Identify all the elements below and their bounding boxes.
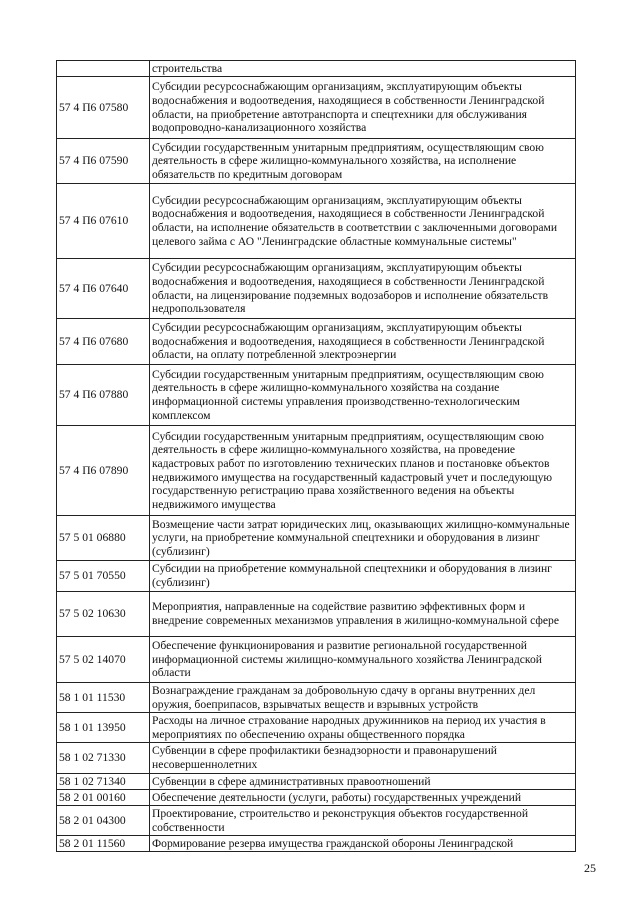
table-row — [57, 806, 576, 836]
table-row — [57, 61, 576, 77]
code-cell: 57 5 01 70550 — [57, 561, 150, 592]
description-cell: Субсидии ресурсоснабжающим организациям, эксплуатирующим объекты водоснабжения и водоотведения, находящиеся в собственности Ленинградской области, на приобретение автотранспорта и спецтехники для обслуживания водопроводно-канализационного хозяйства — [150, 77, 576, 139]
description-cell: Субсидии ресурсоснабжающим организациям, эксплуатирующим объекты водоснабжения и водоотведения, находящиеся в собственности Ленинградской области, на исполнение обязательств в соответствии с заключенными договорами целевого займа с АО "Ленинградские областные коммунальные системы" — [150, 184, 576, 259]
code-cell: 57 4 П6 07580 — [57, 77, 150, 139]
description-cell: Вознаграждение гражданам за добровольную сдачу в органы внутренних дел оружия, боеприпасов, взрывчатых веществ и взрывных устройств — [150, 683, 576, 713]
table-row — [57, 790, 576, 806]
code-cell: 58 1 01 13950 — [57, 713, 150, 743]
code-cell: 58 1 02 71340 — [57, 774, 150, 790]
table-row — [57, 561, 576, 592]
code-cell: 57 5 02 10630 — [57, 592, 150, 637]
budget-classification-table — [56, 60, 576, 852]
code-cell: 58 2 01 04300 — [57, 806, 150, 836]
description-cell: Субсидии ресурсоснабжающим организациям, эксплуатирующим объекты водоснабжения и водоотведения, находящиеся в собственности Ленинградской области, на оплату потребленной электроэнергии — [150, 319, 576, 365]
code-cell: 58 1 02 71330 — [57, 743, 150, 774]
description-cell: Обеспечение деятельности (услуги, работы) государственных учреждений — [150, 790, 576, 806]
description-cell: Субсидии государственным унитарным предприятиям, осуществляющим свою деятельность в сфере жилищно-коммунального хозяйства, на проведение кадастровых работ по изготовлению технических планов и постановке объектов недвижимого имущества на государственный кадастровый учет и последующую государственную регистрацию права хозяйственного ведения на объекты недвижимого имущества — [150, 426, 576, 516]
description-cell: Субсидии на приобретение коммунальной спецтехники и оборудования в лизинг (сублизинг) — [150, 561, 576, 592]
code-cell: 57 4 П6 07880 — [57, 365, 150, 426]
code-cell: 57 5 02 14070 — [57, 637, 150, 683]
description-cell: Субвенции в сфере профилактики безнадзорности и правонарушений несовершеннолетних — [150, 743, 576, 774]
page-number: 25 — [584, 861, 596, 875]
description-cell: Проектирование, строительство и реконструкция объектов государственной собственности — [150, 806, 576, 836]
description-cell: Субсидии государственным унитарным предприятиям, осуществляющим свою деятельность в сфере жилищно-коммунального хозяйства, на исполнение обязательств по кредитным договорам — [150, 139, 576, 184]
code-cell: 58 1 01 11530 — [57, 683, 150, 713]
table-row — [57, 319, 576, 365]
table-row — [57, 683, 576, 713]
code-cell: 57 4 П6 07890 — [57, 426, 150, 516]
table-row — [57, 184, 576, 259]
code-cell: 57 4 П6 07640 — [57, 259, 150, 319]
description-cell: Мероприятия, направленные на содействие развитию эффективных форм и внедрение современных механизмов управления в жилищно-коммунальной сфере — [150, 592, 576, 637]
description-cell: Формирование резерва имущества гражданской обороны Ленинградской — [150, 836, 576, 852]
table-row — [57, 516, 576, 561]
table-row — [57, 592, 576, 637]
table-row — [57, 426, 576, 516]
description-cell: Возмещение части затрат юридических лиц, оказывающих жилищно-коммунальные услуги, на приобретение коммунальной спецтехники и оборудования в лизинг (сублизинг) — [150, 516, 576, 561]
code-cell: 57 5 01 06880 — [57, 516, 150, 561]
code-cell — [57, 61, 150, 77]
table-row — [57, 637, 576, 683]
code-cell: 57 4 П6 07590 — [57, 139, 150, 184]
table-row — [57, 365, 576, 426]
description-cell: Обеспечение функционирования и развитие региональной государственной информационной системы жилищно-коммунального хозяйства Ленинградской области — [150, 637, 576, 683]
description-cell: строительства — [150, 61, 576, 77]
code-cell: 57 4 П6 07610 — [57, 184, 150, 259]
description-cell: Расходы на личное страхование народных дружинников на период их участия в мероприятиях по обеспечению охраны общественного порядка — [150, 713, 576, 743]
table-row — [57, 713, 576, 743]
code-cell: 58 2 01 00160 — [57, 790, 150, 806]
table-row — [57, 836, 576, 852]
code-cell: 57 4 П6 07680 — [57, 319, 150, 365]
table-row — [57, 743, 576, 774]
description-cell: Субвенции в сфере административных правоотношений — [150, 774, 576, 790]
table-row — [57, 77, 576, 139]
table-row — [57, 774, 576, 790]
table-row — [57, 139, 576, 184]
code-cell: 58 2 01 11560 — [57, 836, 150, 852]
description-cell: Субсидии государственным унитарным предприятиям, осуществляющим свою деятельность в сфере жилищно-коммунального хозяйства на создание информационной системы управления производственно-технологическим комплексом — [150, 365, 576, 426]
description-cell: Субсидии ресурсоснабжающим организациям, эксплуатирующим объекты водоснабжения и водоотведения, находящиеся в собственности Ленинградской области, на лицензирование подземных водозаборов и исполнение обязательств недропользователя — [150, 259, 576, 319]
table-row — [57, 259, 576, 319]
